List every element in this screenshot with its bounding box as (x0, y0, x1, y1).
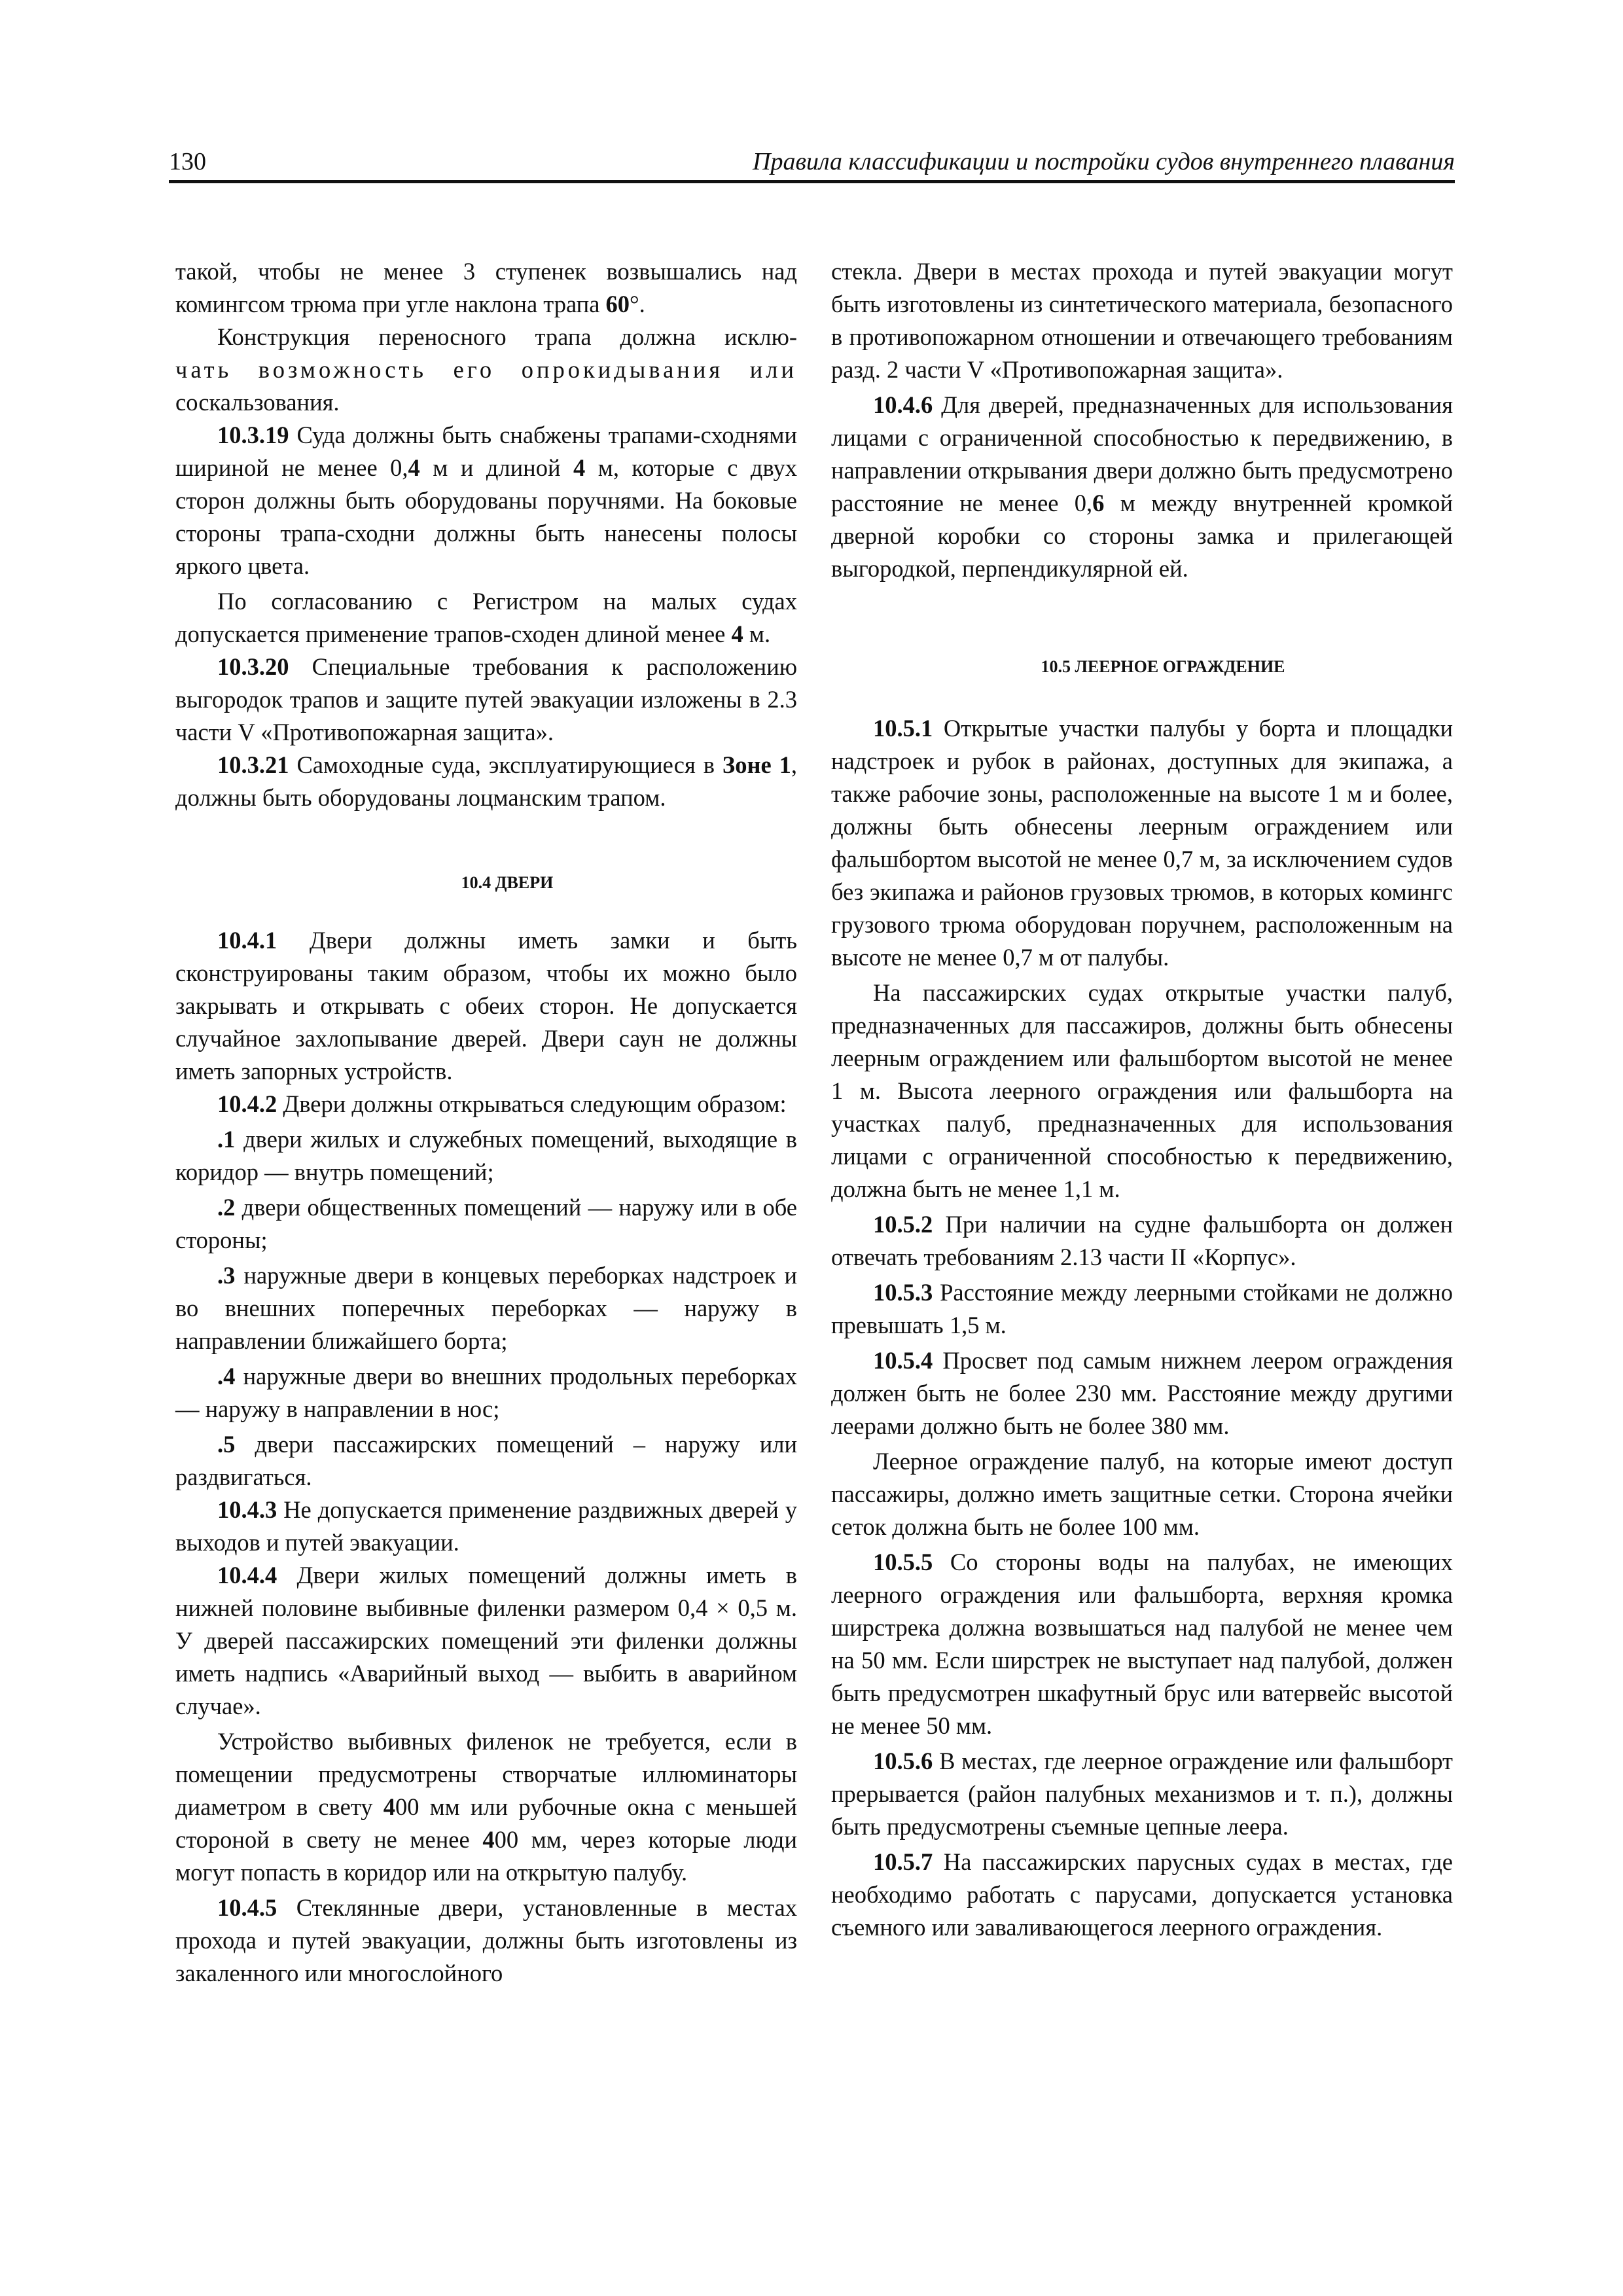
paragraph-ladder-construction-cont: чать возможность его опрокидывания или (175, 356, 797, 383)
right-column (831, 255, 1453, 1944)
paragraph-glass-doors-cont: стекла. Двери в местах прохода и путей эвакуации могут быть изготовлены из синтетического материала, безопасного в противопожарном отношении и отвечающего требованиям разд. 2 части V «Противопожарная защита». (831, 258, 1453, 383)
clause-10-5-6: 10.5.6 В местах, где леерное ограждение или фальшборт прерывается (район палубных механизмов и т. п.), должны быть предусмотрены съемные цепные леера. (831, 1748, 1453, 1840)
clause-10-3-19: 10.3.19 Суда должны быть снабжены трапами-сходнями шириной не менее 0,4 м и длиной 4 м, которые с двух сторон должны быть оборудованы поручнями. На боковые стороны трапа-сходни должны быть нанесены полосы яркого цвета. (175, 422, 797, 579)
paragraph-ladder-construction-end: соскальзования. (175, 389, 340, 416)
clause-10-5-3: 10.5.3 Расстояние между леерными стойками не должно превышать 1,5 м. (831, 1279, 1453, 1338)
list-item-1: .1 двери жилых и служебных помещений, выходящие в коридор — внутрь помещений; (175, 1126, 797, 1185)
clause-10-5-5: 10.5.5 Со стороны воды на палубах, не имеющих леерного ограждения или фальшборта, верхняя кромка ширстрека должна возвышаться над палубой не менее чем на 50 мм. Если ширстрек не выступает над палубой, должен быть предусмотрен шкафутный брус или ватервейс высотой не менее 50 мм. (831, 1549, 1453, 1739)
clause-10-4-1: 10.4.1 Двери должны иметь замки и быть сконструированы таким образом, чтобы их можно было закрывать и открывать с обеих сторон. Не допускается случайное захлопывание дверей. Двери саун не должны иметь запорных устройств. (175, 927, 797, 1085)
clause-10-5-2: 10.5.2 При наличии на судне фальшборта он должен отвечать требованиям 2.13 части II «Корпус». (831, 1211, 1453, 1270)
clause-10-4-4: 10.4.4 Двери жилых помещений должны иметь в нижней половине выбивные филенки размером 0,4 × 0,5 м. У дверей пассажирских помещений эти филенки должны иметь надпись «Аварийный выход — выбить в аварийном случае». (175, 1562, 797, 1719)
running-title: Правила классификации и постройки судов внутреннего плавания (753, 148, 1455, 175)
list-item-2: .2 двери общественных помещений — наружу или в обе стороны; (175, 1194, 797, 1253)
paragraph-knockout-panels: Устройство выбивных филенок не требуется, если в помещении предусмотрены створчатые иллюминаторы диаметром в свету 400 мм или рубочные окна с меньшей стороной в свету не менее 400 мм, через которые люди могут попасть в коридор или на открытую палубу. (175, 1728, 797, 1886)
clause-10-3-20: 10.3.20 Специальные требования к расположению выгородок трапов и защите путей эвакуации изложены в 2.3 части V «Противопожарная защита». (175, 653, 797, 745)
list-item-5: .5 двери пассажирских помещений – наружу или раздвигаться. (175, 1431, 797, 1490)
section-title-10-4: 10.4 ДВЕРИ (461, 873, 554, 892)
clause-10-5-1: 10.5.1 Открытые участки палубы у борта и площадки надстроек и рубок в районах, доступных для экипажа, а также рабочие зоны, расположенные на высоте 1 м и более, должны быть обнесены леерным ограждением или фальшбортом высотой не менее 0,7 м, за исключением судов без экипажа и районов грузовых трюмов, в которых комингс грузового трюма оборудован поручнем, расположенным на высоте не менее 0,7 м от палубы. (831, 715, 1453, 971)
paragraph-ladder-construction: Конструкция переносного трапа должна исклю- (217, 323, 797, 350)
paragraph-ladder-angle: такой, чтобы не менее 3 ступенек возвышались над комингсом трюма при угле наклона трапа 60°. (175, 258, 797, 317)
clause-10-4-6: 10.4.6 Для дверей, предназначенных для использования лицами с ограниченной способностью к передвижению, в направлении открывания двери должно быть предусмотрено расстояние не менее 0,6 м между внутренней кромкой дверной коробки со стороны замка и прилегающей выгородкой, перпендикулярной ей. (831, 391, 1453, 582)
page-number: 130 (169, 148, 206, 175)
clause-10-5-7: 10.5.7 На пассажирских парусных судах в местах, где необходимо работать с парусами, допускается установка съемного или заваливающегося леерного ограждения. (831, 1848, 1453, 1941)
left-column (175, 255, 797, 1990)
paragraph-register-approval: По согласованию с Регистром на малых судах допускается применение трапов-сходен длиной менее 4 м. (175, 588, 797, 647)
list-item-4: .4 наружные двери во внешних продольных переборках — наружу в направлении в нос; (175, 1363, 797, 1422)
list-item-3: .3 наружные двери в концевых переборках надстроек и во внешних поперечных переборках — наружу в направлении ближайшего борта; (175, 1262, 797, 1354)
paragraph-protective-nets: Леерное ограждение палуб, на которые имеют доступ пассажиры, должно иметь защитные сетки. Сторона ячейки сеток должна быть не более 100 мм. (831, 1448, 1453, 1540)
page-header (169, 134, 1455, 183)
paragraph-passenger-decks: На пассажирских судах открытые участки палуб, предназначенных для пассажиров, должны быть обнесены леерным ограждением или фальшбортом высотой не менее 1 м. Высота леерного ограждения или фальшборта на участках палуб, предназначенных для использования лицами с ограниченной способностью к передвижению, должна быть не менее 1,1 м. (831, 979, 1453, 1202)
clause-10-4-5: 10.4.5 Стеклянные двери, установленные в местах прохода и путей эвакуации, должны быть изготовлены из закаленного или многослойного (175, 1894, 797, 1986)
section-title-10-5: 10.5 ЛЕЕРНОЕ ОГРАЖДЕНИЕ (1041, 657, 1285, 676)
clause-10-4-3: 10.4.3 Не допускается применение раздвижных дверей у выходов и путей эвакуации. (175, 1496, 797, 1556)
clause-10-5-4: 10.5.4 Просвет под самым нижнем леером ограждения должен быть не более 230 мм. Расстояние между другими леерами должно быть не более 380 мм. (831, 1347, 1453, 1439)
clause-10-3-21: 10.3.21 Самоходные суда, эксплуатирующиеся в Зоне 1, должны быть оборудованы лоцманским трапом. (175, 751, 797, 811)
clause-10-4-2: 10.4.2 Двери должны открываться следующим образом: (217, 1090, 787, 1117)
